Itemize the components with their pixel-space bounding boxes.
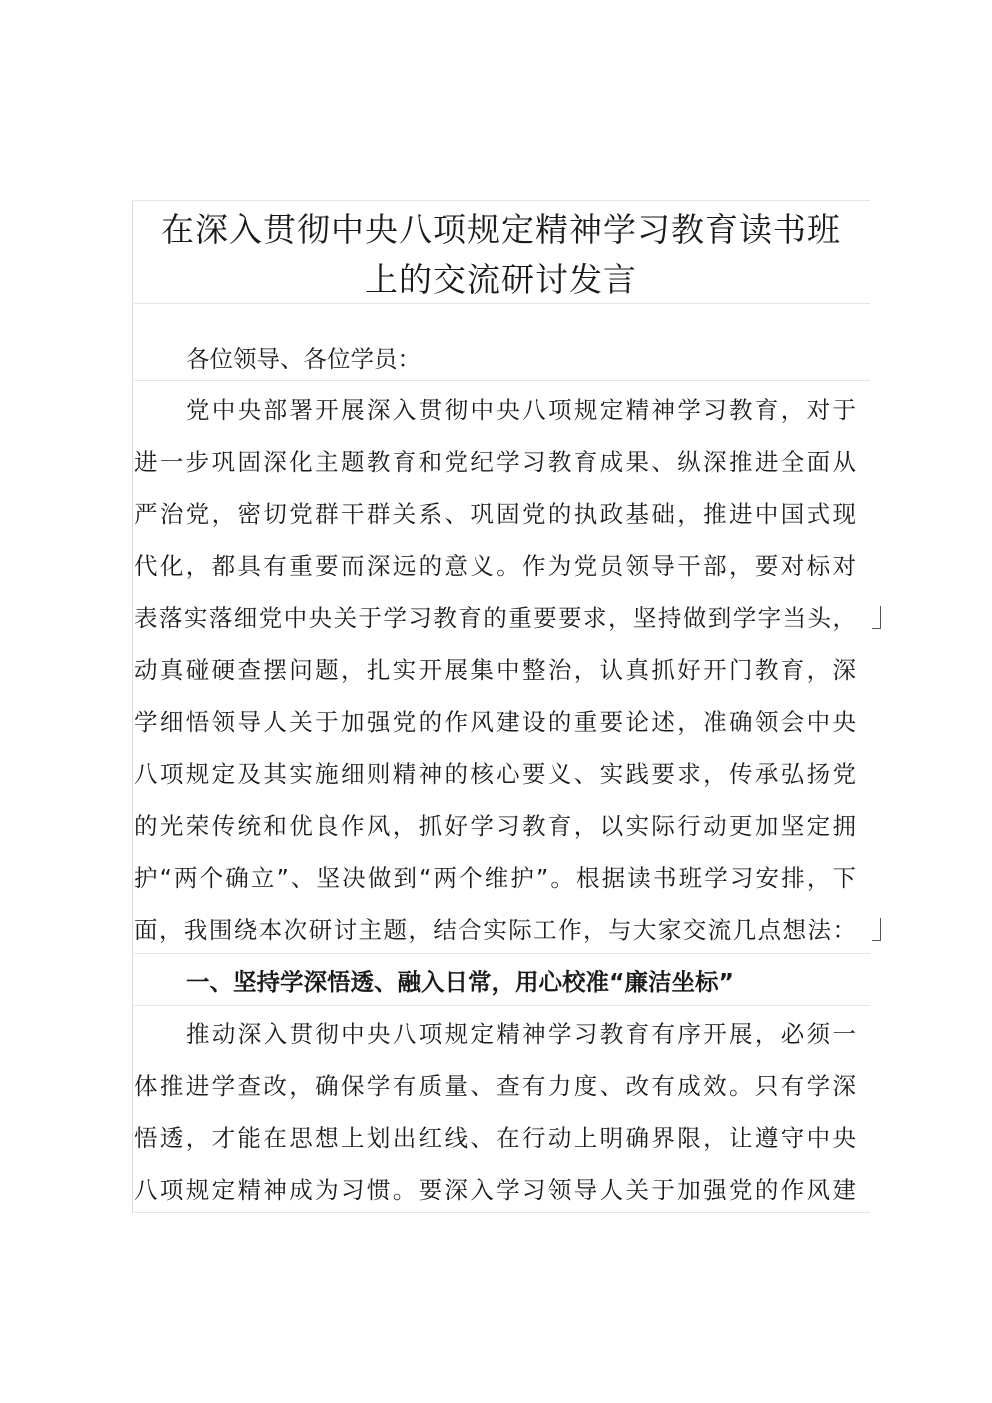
margin-bracket-mark xyxy=(872,606,881,629)
paragraph-2-line: 推动深入贯彻中央八项规定精神学习教育有序开展，必须一 xyxy=(186,1020,856,1048)
margin-bracket-mark xyxy=(872,918,881,941)
paragraph-1-line: 代化，都具有重要而深远的意义。作为党员领导干部，要对标对 xyxy=(134,552,856,580)
paragraph-1-line: 的光荣传统和优良作风，抓好学习教育，以实际行动更加坚定拥 xyxy=(134,812,856,840)
paragraph-1-line: 护“两个确立”、坚决做到“两个维护”。根据读书班学习安排，下 xyxy=(134,864,856,892)
title-line-2: 上的交流研讨发言 xyxy=(365,260,637,299)
paragraph-2-line: 体推进学查改，确保学有质量、查有力度、改有成效。只有学深 xyxy=(134,1072,856,1100)
paragraph-1-line: 动真碰硬查摆问题，扎实开展集中整治，认真抓好开门教育，深 xyxy=(134,656,856,684)
paragraph-2-line: 八项规定精神成为习惯。要深入学习领导人关于加强党的作风建 xyxy=(134,1176,856,1204)
paragraph-1-line: 进一步巩固深化主题教育和党纪学习教育成果、纵深推进全面从 xyxy=(134,448,856,476)
frame-top-rule xyxy=(132,200,870,201)
salutation-bottom-rule xyxy=(132,380,870,381)
paragraph-1-line: 面，我围绕本次研讨主题，结合实际工作，与大家交流几点想法： xyxy=(134,916,856,944)
frame-bottom-rule xyxy=(132,1212,870,1213)
paragraph-1-line: 党中央部署开展深入贯彻中央八项规定精神学习教育，对于 xyxy=(186,396,856,424)
paragraph-1-line: 严治党，密切党群干群关系、巩固党的执政基础，推进中国式现 xyxy=(134,500,856,528)
paragraph-2-line: 悟透，才能在思想上划出红线、在行动上明确界限，让遵守中央 xyxy=(134,1124,856,1152)
salutation: 各位领导、各位学员： xyxy=(186,345,421,373)
title-line-1: 在深入贯彻中央八项规定精神学习教育读书班 xyxy=(161,210,841,249)
paragraph-1-line: 学细悟领导人关于加强党的作风建设的重要论述，准确领会中央 xyxy=(134,708,856,736)
heading-bottom-rule xyxy=(132,1005,870,1006)
paragraph-1-line: 八项规定及其实施细则精神的核心要义、实践要求，传承弘扬党 xyxy=(134,760,856,788)
paragraph-1-line: 表落实落细党中央关于学习教育的重要要求，坚持做到学字当头， xyxy=(134,604,856,632)
page-frame-left-border xyxy=(132,200,133,1213)
document-title xyxy=(132,205,870,305)
section-1-heading: 一、坚持学深悟透、融入日常，用心校准“廉洁坐标” xyxy=(186,968,734,996)
paragraph-bottom-rule xyxy=(132,953,870,954)
